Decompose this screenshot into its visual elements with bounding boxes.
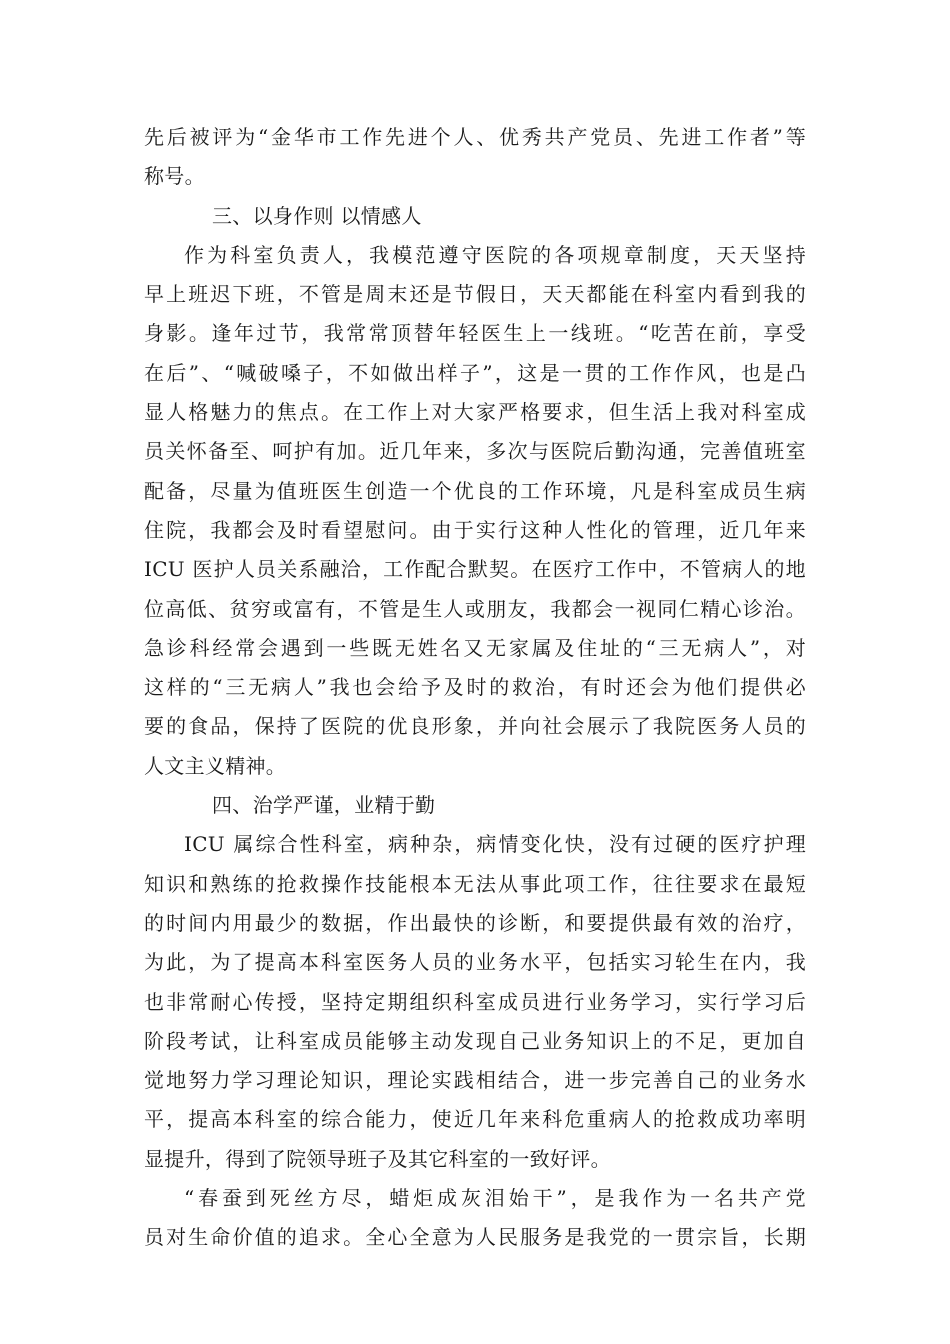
text-line: 要的食品，保持了医院的优良形象，并向社会展示了我院医务人员的 <box>144 714 806 739</box>
text-line: 先后被评为“金华市工作先进个人、优秀共产党员、先进工作者”等 <box>144 125 806 149</box>
text-line: 在后”、“喊破嗓子，不如做出样子”，这是一贯的工作作风，也是凸 <box>144 360 806 385</box>
text-line: 平，提高本科室的综合能力，使近几年来科危重病人的抢救成功率明 <box>144 1107 806 1132</box>
text-line: 住院，我都会及时看望慰问。由于实行这种人性化的管理，近几年来 <box>144 517 806 542</box>
text-line: 人文主义精神。 <box>144 753 287 778</box>
section-heading: 四、治学严谨，业精于勤 <box>212 793 436 818</box>
text-line: 显提升，得到了院领导班子及其它科室的一致好评。 <box>144 1146 611 1171</box>
text-line: ICU 医护人员关系融洽，工作配合默契。在医疗工作中，不管病人的地 <box>144 557 806 582</box>
section-heading: 三、以身作则 以情感人 <box>212 203 422 228</box>
text-line: 称号。 <box>144 164 205 189</box>
text-line: 的时间内用最少的数据，作出最快的诊断，和要提供最有效的治疗， <box>144 910 806 935</box>
text-line: “春蚕到死丝方尽，蜡炬成灰泪始干”，是我作为一名共产党 <box>184 1186 806 1211</box>
text-line: ICU 属综合性科室，病种杂，病情变化快，没有过硬的医疗护理 <box>184 832 806 857</box>
text-line: 员关怀备至、呵护有加。近几年来，多次与医院后勤沟通，完善值班室 <box>144 439 806 464</box>
text-line: 觉地努力学习理论知识，理论实践相结合，进一步完善自己的业务水 <box>144 1068 806 1093</box>
document-body <box>144 118 806 1258</box>
text-line: 员对生命价值的追求。全心全意为人民服务是我党的一贯宗旨，长期 <box>144 1225 806 1250</box>
text-line: 配备，尽量为值班医生创造一个优良的工作环境，凡是科室成员生病 <box>144 478 806 503</box>
text-line: 身影。逢年过节，我常常顶替年轻医生上一线班。“吃苦在前，享受 <box>144 321 806 346</box>
text-line: 位高低、贫穷或富有，不管是生人或朋友，我都会一视同仁精心诊治。 <box>144 596 806 621</box>
text-line: 急诊科经常会遇到一些既无姓名又无家属及住址的“三无病人”，对 <box>144 635 806 660</box>
text-line: 也非常耐心传授，坚持定期组织科室成员进行业务学习，实行学习后 <box>144 989 806 1014</box>
text-line: 这样的“三无病人”我也会给予及时的救治，有时还会为他们提供必 <box>144 675 806 700</box>
text-line: 知识和熟练的抢救操作技能根本无法从事此项工作，往往要求在最短 <box>144 871 806 896</box>
text-line: 阶段考试，让科室成员能够主动发现自己业务知识上的不足，更加自 <box>144 1028 806 1053</box>
text-line: 为此，为了提高本科室医务人员的业务水平，包括实习轮生在内，我 <box>144 950 806 975</box>
text-line: 作为科室负责人，我模范遵守医院的各项规章制度，天天坚持 <box>184 242 806 267</box>
text-line: 早上班迟下班，不管是周末还是节假日，天天都能在科室内看到我的 <box>144 282 806 307</box>
text-line: 显人格魅力的焦点。在工作上对大家严格要求，但生活上我对科室成 <box>144 400 806 425</box>
